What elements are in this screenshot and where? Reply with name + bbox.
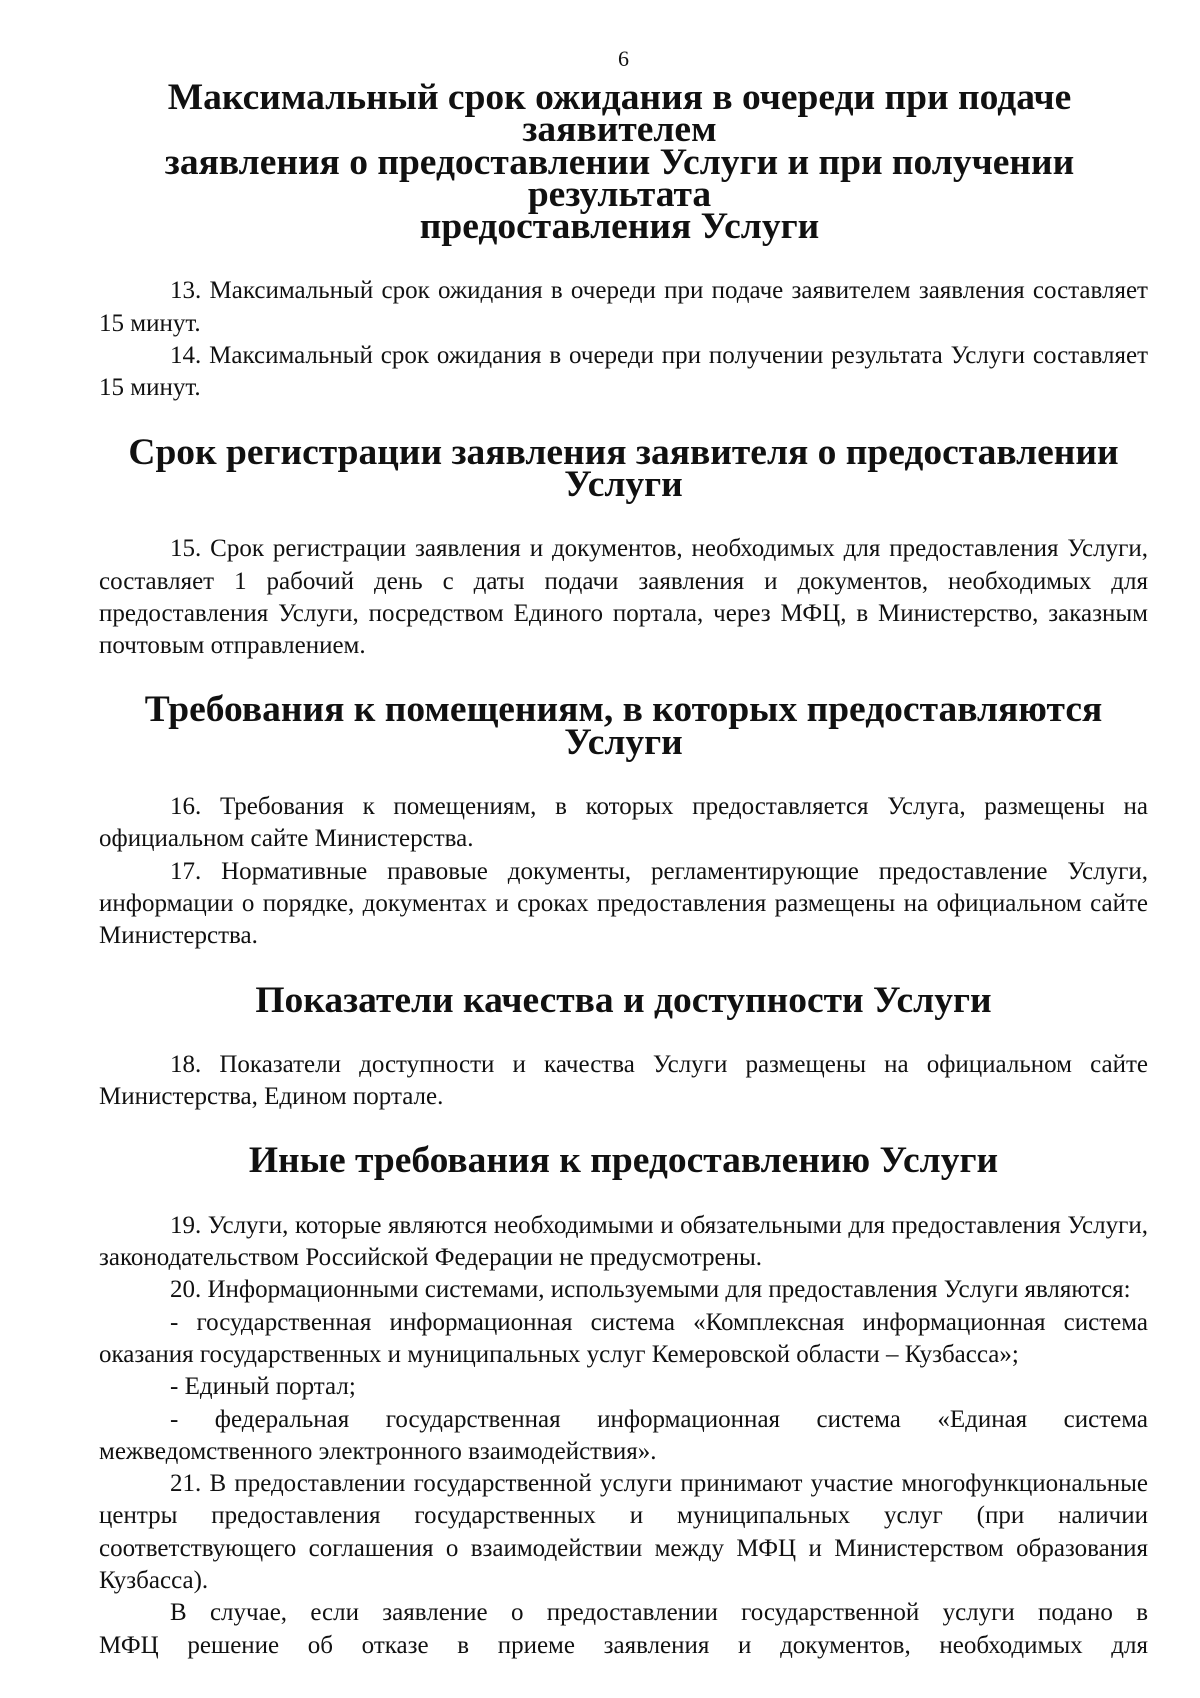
paragraph-20-item-3: - федеральная государственная информационная система «Единая система межведомственного электронного взаимодействия».	[99, 1405, 1148, 1465]
paragraph-19: 19. Услуги, которые являются необходимыми и обязательными для предоставления Услуги, законодательством Российской Федерации не предусмотрены.	[99, 1211, 1148, 1272]
heading-line: предоставления Услуги	[419, 206, 820, 248]
paragraph-20: 20. Информационными системами, используемыми для предоставления Услуги являются:	[170, 1276, 1131, 1304]
paragraph-line: МФЦ решение об отказе в приеме заявления и документов, необходимых для	[99, 1631, 1148, 1659]
heading-quality-indicators: Показатели качества и доступности Услуги	[255, 979, 992, 1021]
paragraph-15: 15. Срок регистрации заявления и документов, необходимых для предоставления Услуги, составляет 1 рабочий день с даты подачи заявления и документов, необходимых для предоставления Услуги, посредством Единого портала, через МФЦ, в Министерство, заказным почтовым отправлением.	[99, 535, 1148, 660]
heading-max-waiting-time	[99, 77, 1148, 248]
paragraph-22	[99, 1597, 1148, 1662]
heading-premises-requirements: Требования к помещениям, в которых предоставляются Услуги	[144, 689, 1103, 763]
paragraph-17: 17. Нормативные правовые документы, регламентирующие предоставление Услуги, информации о порядке, документах и сроках предоставления размещены на официальном сайте Министерства.	[99, 857, 1148, 950]
paragraph-16: 16. Требования к помещениям, в которых предоставляется Услуга, размещены на официальном сайте Министерства.	[99, 793, 1148, 853]
paragraph-14: 14. Максимальный срок ожидания в очереди при получении результата Услуги составляет 15 минут.	[99, 342, 1148, 402]
paragraph-20-item-2: - Единый портал;	[170, 1373, 356, 1401]
paragraph-18: 18. Показатели доступности и качества Услуги размещены на официальном сайте Министерства, Едином портале.	[99, 1050, 1148, 1111]
paragraph-21: 21. В предоставлении государственной услуги принимают участие многофункциональные центры предоставления государственных и муниципальных услуг (при наличии соответствующего соглашения о взаимодействии между МФЦ и Министерством образования Кузбасса).	[99, 1470, 1148, 1594]
heading-line: заявления о предоставлении Услуги и при получении результата	[164, 141, 1075, 215]
heading-registration-term: Срок регистрации заявления заявителя о предоставлении Услуги	[128, 431, 1119, 505]
heading-line: Максимальный срок ожидания в очереди при подаче заявителем	[167, 77, 1072, 151]
heading-other-requirements: Иные требования к предоставлению Услуги	[248, 1140, 999, 1182]
paragraph-20-item-1: - государственная информационная система «Комплексная информационная система оказания государственных и муниципальных услуг Кемеровской области – Кузбасса»;	[99, 1308, 1148, 1368]
paragraph-13: 13. Максимальный срок ожидания в очереди при подаче заявителем заявления составляет 15 минут.	[99, 277, 1148, 337]
page-number: 6	[618, 46, 629, 71]
paragraph-line: В случае, если заявление о предоставлении государственной услуги подано в	[170, 1599, 1148, 1627]
